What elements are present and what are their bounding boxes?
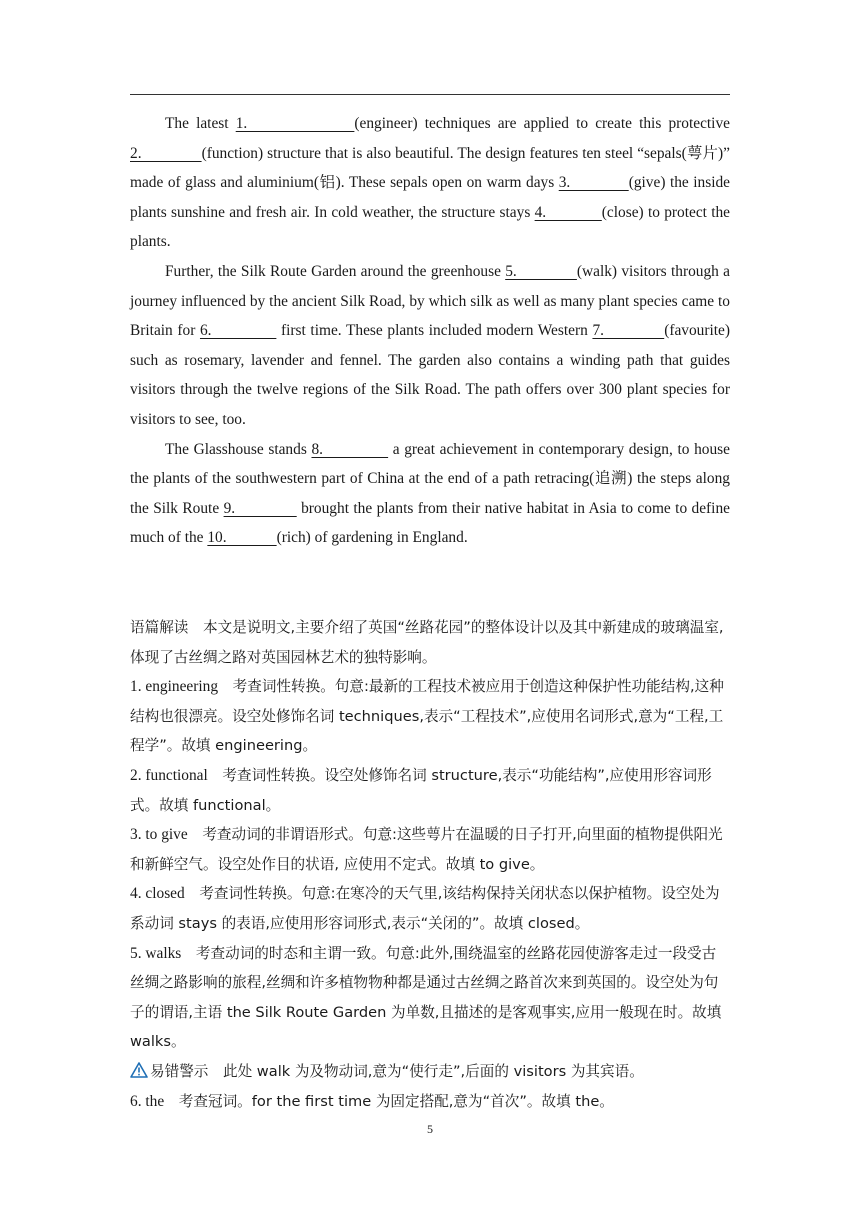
answer-explanation: 考查冠词。for the first time 为固定搭配,意为“首次”。故填 the。 [164, 1092, 614, 1110]
answer-explanation: 考查动词的时态和主谓一致。句意:此外,围绕温室的丝路花园使游客走过一段受古丝绸之路影响的旅程,丝绸和许多植物物种都是通过古丝绸之路首次来到英国的。设空处为句子的谓语,主语 the Silk Route Garden 为单数,且描述的是客观事实,应用一般现在时。故填 walks。 [130, 944, 722, 1051]
answer-item-3 [130, 820, 730, 879]
blank-8: 8. [311, 440, 389, 458]
answer-item-4 [130, 879, 730, 938]
blank-9: 9. [223, 499, 297, 517]
blank-7: 7. [592, 322, 665, 340]
blank-3: 3. [558, 174, 629, 192]
blank-5: 5. [505, 262, 577, 280]
answer-item-6 [130, 1087, 730, 1117]
warning-text: 此处 walk 为及物动词,意为“使行走”,后面的 visitors 为其宾语。 [208, 1062, 644, 1080]
answer-item-2 [130, 761, 730, 820]
answer-key: 3. to give [130, 826, 188, 844]
answer-item-1 [130, 672, 730, 761]
answer-explanation: 考查词性转换。设空处修饰名词 structure,表示“功能结构”,应使用形容词形式。故填 functional。 [130, 766, 712, 814]
cloze-passage [130, 109, 730, 553]
discourse-reading: 语篇解读 本文是说明文,主要介绍了英国“丝路花园”的整体设计以及其中新建成的玻璃温室,体现了古丝绸之路对英国园林艺术的独特影响。 [130, 619, 724, 666]
blank-2: 2. [130, 144, 202, 162]
header-rule [130, 94, 730, 95]
error-warning [130, 1057, 730, 1087]
answer-key: 4. closed [130, 885, 185, 903]
passage-paragraph-1: The latest 1. (engineer) techniques are applied to create this protective 2. (function) structure that is also beautiful. The design features ten steel “sepals(萼片)” made of glass and aluminium(铝). These sepals open on warm days 3. (give) the inside plants sunshine and fresh air. In cold weather, the structure stays 4. (close) to protect the plants. [130, 115, 731, 251]
blank-6: 6. [199, 322, 277, 340]
answer-explanation: 考查词性转换。句意:在寒冷的天气里,该结构保持关闭状态以保护植物。设空处为系动词 stays 的表语,应使用形容词形式,表示“关闭的”。故填 closed。 [130, 885, 720, 932]
warning-label: 易错警示 [150, 1062, 209, 1080]
answer-key: 1. engineering [130, 678, 219, 696]
blank-10: 10. [207, 529, 277, 547]
answer-item-5 [130, 939, 730, 1057]
page-number: 5 [427, 1122, 433, 1136]
blank-4: 4. [534, 203, 602, 221]
answer-explanation: 考查词性转换。句意:最新的工程技术被应用于创造这种保护性功能结构,这种结构也很漂亮。设空处修饰名词 techniques,表示“工程技术”,应使用名词形式,意为“工程,工程学”。故填 engineering。 [130, 678, 724, 755]
passage-paragraph-2: Further, the Silk Route Garden around the greenhouse 5. (walk) visitors through a journey influenced by the ancient Silk Road, by which silk as well as many plant species came to Britain for 6. first time. These plants included modern Western 7. (favourite) such as rosemary, lavender and fennel. The garden also contains a winding path that guides visitors through the twelve regions of the Silk Road. The path offers over 300 plant species for visitors to see, too. [130, 262, 731, 428]
blank-1: 1. [235, 115, 355, 132]
answer-key: 6. the [130, 1092, 165, 1110]
answer-analysis [130, 613, 730, 1116]
discourse-reading-label: 语篇解读 [130, 619, 189, 636]
warning-triangle-icon [130, 1062, 148, 1078]
answer-key: 2. functional [130, 766, 208, 784]
answer-key: 5. walks [130, 944, 182, 962]
passage-paragraph-3: The Glasshouse stands 8. a great achievement in contemporary design, to house the plants of the southwestern part of China at the end of a path retracing(追溯) the steps along the Silk Route 9. brought the plants from their native habitat in Asia to come to define much of the 10. (rich) of gardening in England. [130, 440, 731, 547]
answer-explanation: 考查动词的非谓语形式。句意:这些萼片在温暖的日子打开,向里面的植物提供阳光和新鲜空气。设空处作目的状语, 应使用不定式。故填 to give。 [130, 826, 723, 873]
